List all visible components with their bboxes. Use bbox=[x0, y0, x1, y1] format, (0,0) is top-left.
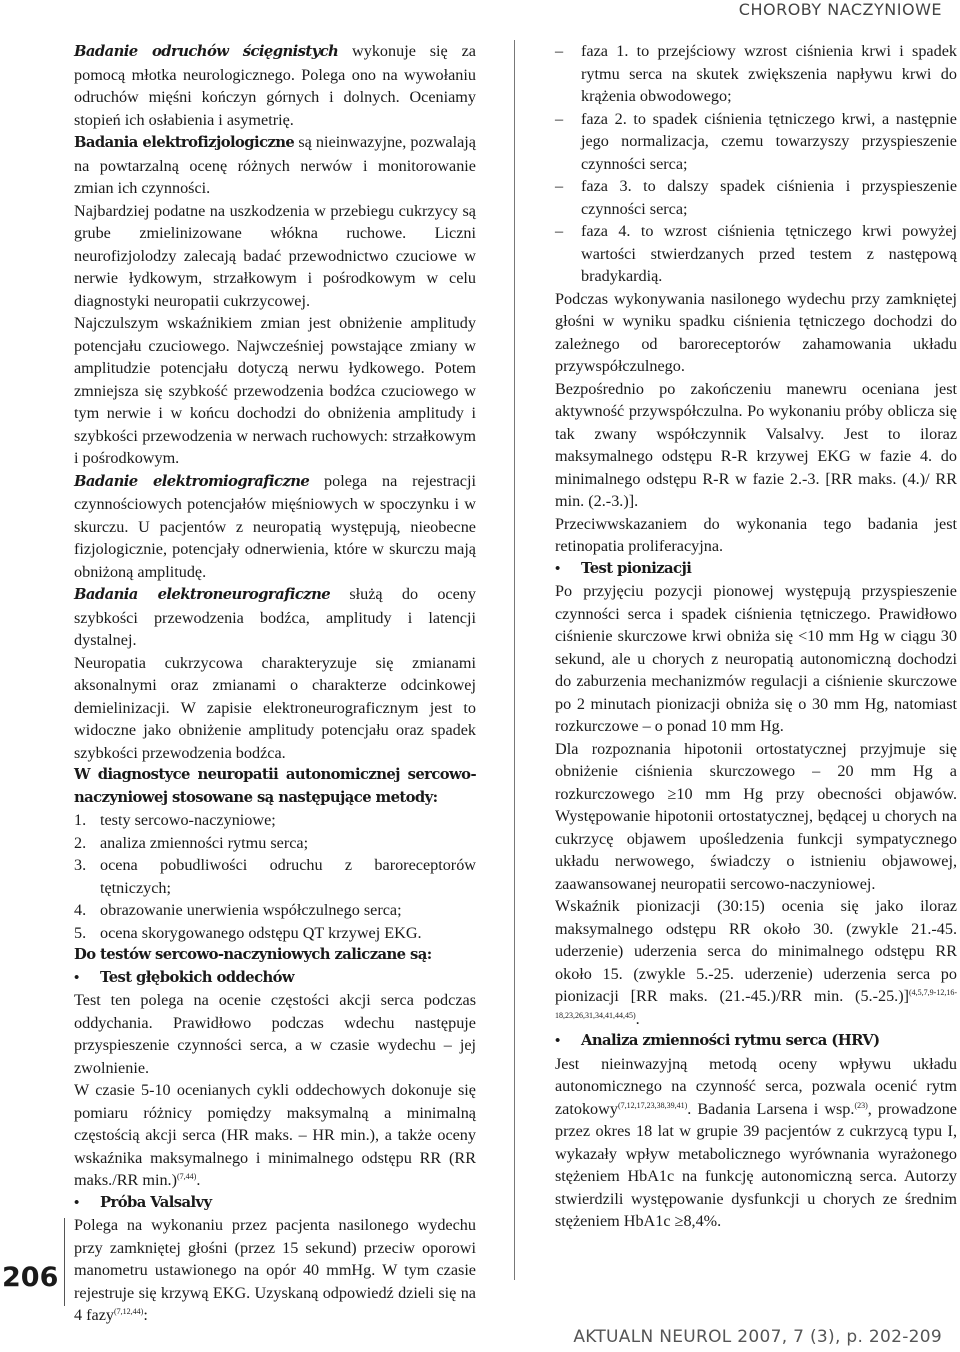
subheading-text: Test głębokich oddechów bbox=[100, 968, 295, 986]
footer-citation: AKTUALN NEUROL 2007, 7 (3), p. 202-209 bbox=[573, 1327, 942, 1347]
paragraph-text: . bbox=[196, 1171, 201, 1189]
paragraph-text: są nieinwazyjne, pozwalają na powtarzalną ocenę różnych nerwów i monitorowanie zmian ich czynności. bbox=[74, 133, 476, 197]
list-item bbox=[74, 899, 476, 922]
list-item bbox=[555, 108, 957, 176]
list-item bbox=[555, 40, 957, 108]
paragraph-text: Jest nieinwazyjną metodą oceny wpływu układu autonomicznego na czynność serca, pozwala ocenić rytm zatokowy bbox=[555, 1054, 957, 1118]
deep-breath-heading bbox=[74, 967, 476, 990]
paragraph-fibers: Najbardziej podatne na uszkodzenia w przebiegu cukrzycy są grube zmielinizowane włókna ruchowe. Liczni neurofizjolodzy zalecają badać przewodnictwo czuciowe w nerwie łydkowym, strzałkowym i pośrodkowym w celu diagnostyki neuropatii cukrzycowej. bbox=[74, 201, 476, 310]
tests-heading: Do testów sercowo-naczyniowych zaliczane są: bbox=[74, 946, 432, 963]
list-number: 4. bbox=[74, 901, 87, 919]
dash-marker: – bbox=[555, 177, 564, 195]
paragraph-neuropathy: Neuropatia cukrzycowa charakteryzuje się zmianami aksonalnymi oraz zmianami o charakterze odcinkowej demielinizacji. W zapisie elektroneurograficznym jest to widoczne jako obniżenie amplitudy potencjału oraz spadek szybkości przewodzenia bodźca. bbox=[74, 653, 476, 762]
term-eng: Badania elektroneurograficzne bbox=[74, 586, 331, 603]
list-text: analiza zmienności rytmu serca; bbox=[100, 833, 309, 852]
paragraph-amplitude: Najczulszym wskaźnikiem zmian jest obniżenie amplitudy potencjału czuciowego. Najwcześniej powstające zmiany w amplitudzie potencjału dotyczą nerwu łydkowego. Potem zmniejsza się szybkość przewodzenia bodźca czuciowego w tym nerwie i w końcu dochodzi do obniżenia amplitudy i szybkości przewodzenia w nerwach ruchowych: strzałkowym i pośrodkowym. bbox=[74, 314, 476, 467]
citation-ref: (4,5,7,9-12,16-18,23,26,31,34,41,44,45) bbox=[555, 988, 957, 1020]
paragraph-deep-breath: Test ten polega na ocenie częstości akcji serca podczas oddychania. Prawidłowo podczas wdechu następuje przyspieszenie czynności serca, a w czasie wydechu – jej zwolnienie. bbox=[74, 991, 476, 1077]
list-item bbox=[74, 832, 476, 855]
bullet-icon: • bbox=[74, 1194, 80, 1211]
section-title: CHOROBY NACZYNIOWE bbox=[738, 0, 942, 19]
paragraph-valsalva bbox=[74, 1214, 476, 1327]
paragraph-text: . Badania Larsena i wsp. bbox=[687, 1099, 855, 1118]
list-text: faza 2. to spadek ciśnienia tętniczego krwi, a następnie jego normalizacja, czemu towarzyszy przyspieszenie czynności serca; bbox=[581, 109, 957, 173]
bullet-icon: • bbox=[74, 969, 80, 986]
list-item bbox=[555, 220, 957, 288]
list-text: obrazowanie unerwienia współczulnego serca; bbox=[100, 901, 402, 919]
list-text: ocena skorygowanego odstępu QT krzywej EKG. bbox=[100, 923, 422, 942]
citation-ref: (7,12,44) bbox=[114, 1307, 144, 1316]
paragraph-emg bbox=[74, 470, 476, 584]
paragraph-orthostatic: Po przyjęciu pozycji pionowej występują przyspieszenie czynności serca i spadek ciśnienia tętniczego. Prawidłowo ciśnienie skurczowe krwi obniża się <10 mm Hg w ciągu 30 sekund, ale u chorych z neuropatią autonomiczną dochodzi do zaburzenia mechanizmów regulacji a ciśnienie skurczowe po 2 minutach pionizacji obniża się o 30 mm Hg, natomiast rozkurczowe – o ponad 10 mm Hg. bbox=[555, 582, 957, 735]
bullet-icon: • bbox=[555, 560, 561, 577]
hrv-heading bbox=[555, 1030, 957, 1053]
dash-marker: – bbox=[555, 42, 564, 60]
column-divider bbox=[514, 40, 515, 1280]
paragraph-reflexes bbox=[74, 40, 476, 131]
bullet-icon: • bbox=[555, 1033, 561, 1049]
paragraph-hypotension: Dla rozpoznania hipotonii ortostatycznej przyjmuje się obniżenie ciśnienia skurczowego – 20 mm Hg a rozkurczowego ≥10 mm Hg przy obecności objawów. Występowanie hipotonii ortostatycznej, będącej u chorych na cukrzycę objawem upośledzenia funkcji sympatycznego układu nerwowego, świadczy o istnieniu objawowej, zaawansowanej neuropatii sercowo-naczyniowej. bbox=[555, 739, 957, 893]
paragraph-text: . bbox=[635, 1009, 640, 1028]
paragraph-orthostatic-index bbox=[555, 895, 957, 1030]
dash-marker: – bbox=[555, 109, 564, 128]
list-number: 3. bbox=[74, 856, 87, 874]
right-column bbox=[555, 40, 957, 1233]
citation-ref: (7,12,17,23,38,39,41) bbox=[617, 1100, 688, 1110]
orthostatic-heading bbox=[555, 558, 957, 581]
list-text: faza 3. to dalszy spadek ciśnienia i przyspieszenie czynności serca; bbox=[581, 177, 957, 218]
paragraph-text: W czasie 5-10 ocenianych cykli oddechowych dokonuje się pomiaru różnicy pomiędzy maksymalną a minimalną częstością akcji serca (HR maks. – HR min.), a także oceny wskaźnika maksymalnego i minimalnego odstępu RR (RR maks./RR min.) bbox=[74, 1081, 476, 1189]
list-text: faza 4. to wzrost ciśnienia tętniczego krwi powyżej wartości stwierdzanych przed testem z następową bradykardią. bbox=[581, 222, 957, 285]
paragraph-text: Wskaźnik pionizacji (30:15) ocenia się jako iloraz maksymalnego odstępu RR około 30. (zwykle 21.-45. uderzenie) uderzenia serca do minimalnego odstępu RR około 15. (zwykle 5.-25. uderzenie) uderzenia serca po pionizacji [RR maks. (21.-45.)/RR min. (5.-25.)] bbox=[555, 897, 957, 1005]
methods-heading: W diagnostyce neuropatii autonomicznej sercowo-naczyniowej stosowane są następujące metody: bbox=[74, 766, 476, 806]
paragraph-electrophysiology bbox=[74, 131, 476, 200]
paragraph-contraindication: Przeciwwskazaniem do wykonania tego badania jest retinopatia proliferacyjna. bbox=[555, 514, 957, 555]
list-text: testy sercowo-naczyniowe; bbox=[100, 811, 276, 829]
paragraph-text: Polega na wykonaniu przez pacjenta nasilonego wydechu przy zamkniętej głośni (przez 15 sekund) przeciw oporowi manometru ustawionego na opór 40 mmHg. W tym czasie rejestruje się krzywą EKG. Uzyskaną odpowiedź dzieli się na 4 fazy bbox=[74, 1216, 476, 1324]
paragraph-deep-breath-measure bbox=[74, 1079, 476, 1192]
paragraph-text: : bbox=[143, 1306, 148, 1324]
valsalva-heading bbox=[74, 1192, 476, 1215]
term-reflex-test: Badanie odruchów ścięgnistych bbox=[74, 43, 339, 60]
list-item bbox=[74, 809, 476, 832]
paragraph-hrv bbox=[555, 1053, 957, 1233]
list-number: 1. bbox=[74, 811, 87, 829]
list-text: ocena pobudliwości odruchu z baroreceptorów tętniczych; bbox=[100, 856, 476, 897]
methods-list bbox=[74, 809, 476, 944]
phase-list bbox=[555, 40, 957, 288]
citation-ref: (7,44) bbox=[176, 1172, 197, 1181]
list-item bbox=[555, 175, 957, 220]
page-number: 206 bbox=[2, 1262, 59, 1293]
list-item bbox=[74, 854, 476, 899]
subheading-text: Próba Valsalvy bbox=[100, 1193, 212, 1211]
paragraph-text: wykonuje się za pomocą młotka neurologicznego. Polega ono na wywołaniu odruchów mięśni kończyn górnych i dolnych. Oceniamy stopień ich osłabienia i asymetrię. bbox=[74, 42, 476, 129]
list-number: 2. bbox=[74, 833, 87, 852]
paragraph-text: , prowadzone przez okres 18 lat w grupie 39 pacjentów z cukrzycą typu I, wykazały wpływ metabolicznego wyrównania wyrażonego stężeniem HbA1c na funkcję autonomiczną serca. Autorzy stwierdzili występowanie dysfunkcji u chorych ze średnim stężeniem HbA1c ≥8,4%. bbox=[555, 1099, 957, 1230]
paragraph-text: służą do oceny szybkości przewodzenia bodźca, amplitudy i latencji dystalnej. bbox=[74, 585, 476, 649]
left-column bbox=[74, 40, 476, 1327]
list-item bbox=[74, 922, 476, 945]
term-emg: Badanie elektromiograficzne bbox=[74, 472, 310, 490]
paragraph-valsalva-ratio: Bezpośrednio po zakończeniu manewru oceniana jest aktywność przywspółczulna. Po wykonaniu próby oblicza się tak zwany współczynnik Valsalvy. Jest to iloraz maksymalnego odstępu R-R krzywej EKG w fazie 4. do minimalnego odstępu R-R w fazie 2.-3. [RR maks. (4.)/ RR min. (2.-3.)]. bbox=[555, 379, 957, 510]
subheading-text: Analiza zmienności rytmu serca (HRV) bbox=[581, 1032, 880, 1049]
paragraph-text: polega na rejestracji czynnościowych potencjałów mięśniowych w spoczynku i w skurczu. U pacjentów z neuropatią występują, nieobecne fizjologicznie, potencjały odnerwienia, które w skurczu mają obniżoną amplitudę. bbox=[74, 471, 476, 581]
subheading-text: Test pionizacji bbox=[581, 559, 692, 577]
list-number: 5. bbox=[74, 923, 87, 942]
paragraph-valsalva-mechanism: Podczas wykonywania nasilonego wydechu przy zamkniętej głośni w wyniku spadku ciśnienia tętniczego dochodzi do zależnego od baroreceptorów zahamowania układu przywspółczulnego. bbox=[555, 289, 957, 375]
margin-rule bbox=[64, 1218, 65, 1306]
term-electrophysiology: Badania elektrofizjologiczne bbox=[74, 134, 295, 151]
dash-marker: – bbox=[555, 222, 564, 240]
paragraph-eng bbox=[74, 583, 476, 652]
list-text: faza 1. to przejściowy wzrost ciśnienia krwi i spadek rytmu serca na skutek zwiększenia napływu krwi do krążenia obwodowego; bbox=[581, 42, 957, 105]
citation-ref: (23) bbox=[854, 1100, 868, 1110]
